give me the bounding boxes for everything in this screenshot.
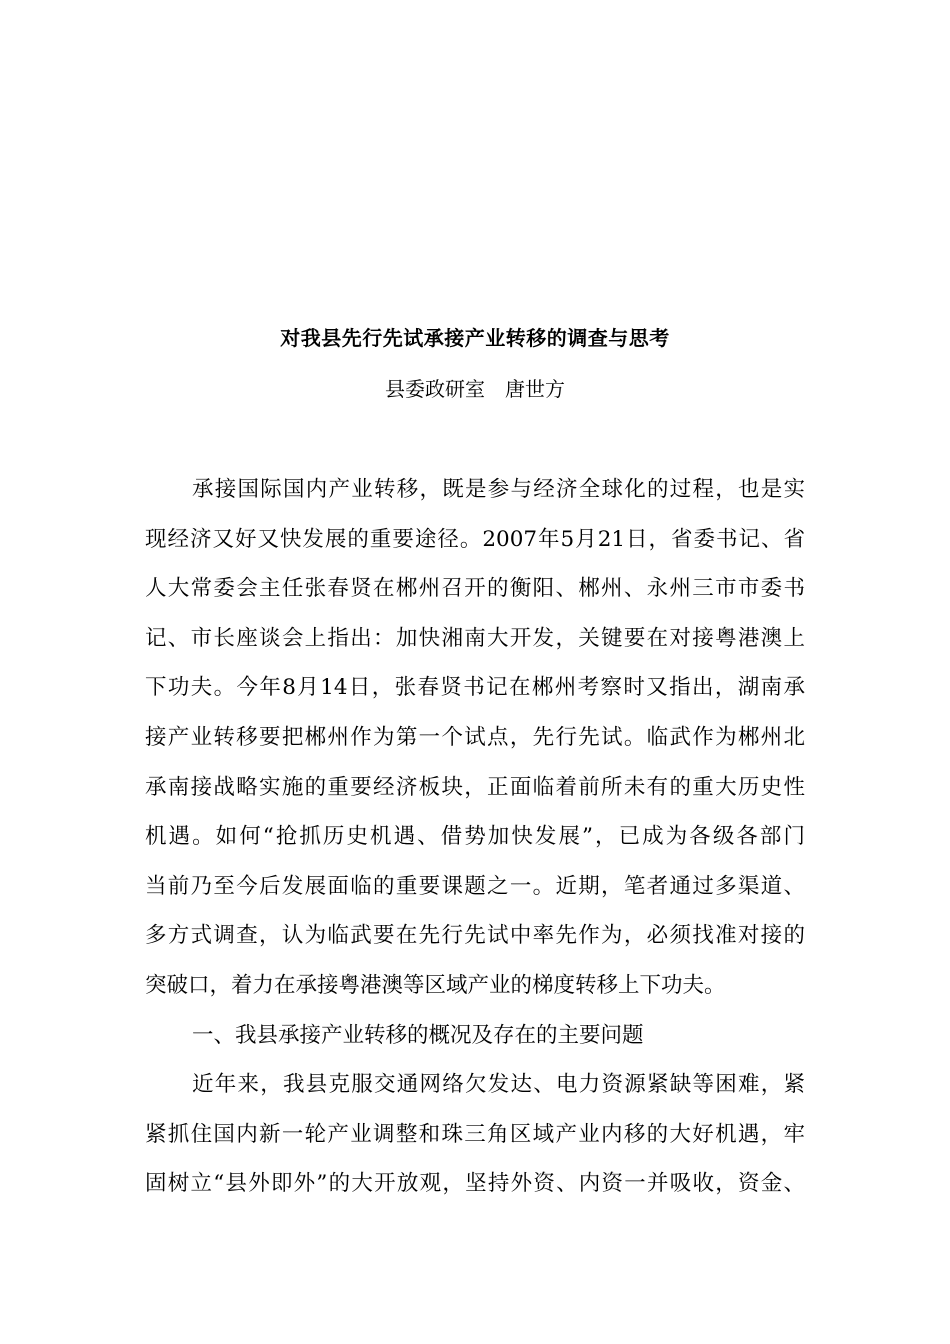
text-line: 承接国际国内产业转移，既是参与经济全球化的过程，也是实	[192, 477, 805, 502]
text-line: 多方式调查，认为临武要在先行先试中率先作为，必须找准对接的	[145, 923, 805, 949]
text-line: 固树立“县外即外”的大开放观，坚持外资、内资一并吸收，资金、	[145, 1171, 805, 1197]
text-line: 机遇。如何“抢抓历史机遇、借势加快发展”，已成为各级各部门	[145, 824, 805, 850]
text-line: 现经济又好又快发展的重要途径。2007年5月21日，省委书记、省	[145, 526, 805, 552]
text-line: 一、我县承接产业转移的概况及存在的主要问题	[192, 1022, 644, 1048]
text-line: 紧抓住国内新一轮产业调整和珠三角区域产业内移的大好机遇，牢	[145, 1121, 805, 1147]
body-text	[145, 470, 805, 1214]
author-line: 县委政研室 唐世方	[385, 377, 565, 401]
text-line: 当前乃至今后发展面临的重要课题之一。近期，笔者通过多渠道、	[145, 873, 805, 899]
text-line: 接产业转移要把郴州作为第一个试点，先行先试。临武作为郴州北	[145, 724, 805, 750]
text-line: 承南接战略实施的重要经济板块，正面临着前所未有的重大历史性	[145, 774, 805, 800]
document-title: 对我县先行先试承接产业转移的调查与思考	[280, 326, 670, 350]
text-line: 突破口，着力在承接粤港澳等区域产业的梯度转移上下功夫。	[145, 972, 726, 998]
text-line: 近年来，我县克服交通网络欠发达、电力资源紧缺等困难，紧	[192, 1072, 805, 1098]
text-line: 下功夫。今年8月14日，张春贤书记在郴州考察时又指出，湖南承	[145, 675, 805, 701]
text-line: 人大常委会主任张春贤在郴州召开的衡阳、郴州、永州三市市委书	[145, 576, 805, 602]
text-line: 记、市长座谈会上指出：加快湘南大开发，关键要在对接粤港澳上	[145, 625, 805, 651]
